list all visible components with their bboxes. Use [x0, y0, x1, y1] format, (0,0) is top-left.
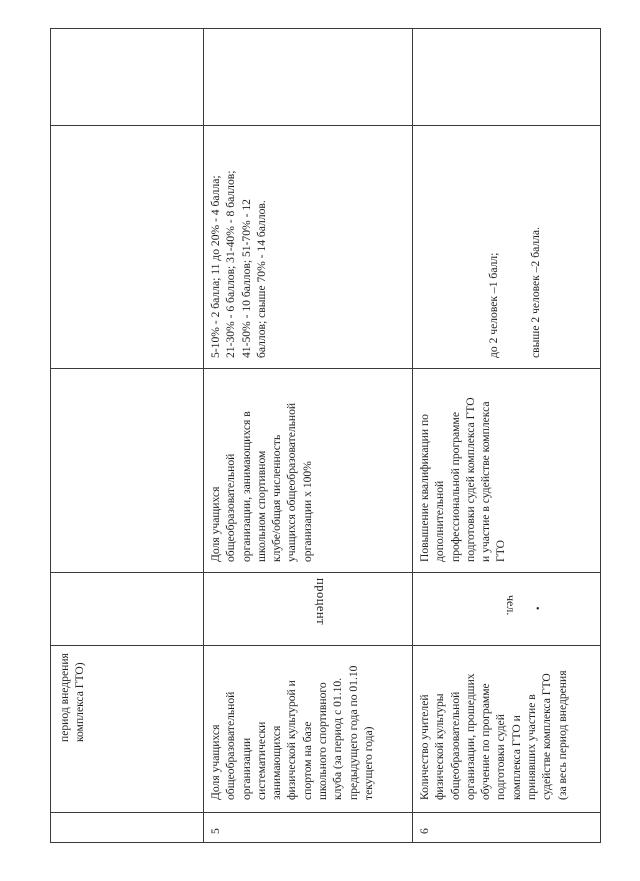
row-number-6: 6 — [418, 828, 431, 834]
table-border-right — [600, 28, 601, 843]
column-divider-formula — [50, 368, 601, 369]
continued-indicator-text: период внедрения комплекса ГТО) — [58, 653, 87, 742]
row5-scoring: 5-10% - 2 балла; 11 до 20% - 4 балла; 21-30% - 6 баллов; 31-40% - 8 баллов; 41-50% - 10 баллов; 51-70% - 12 баллов; свыше 70% - 14 баллов. — [209, 170, 268, 358]
row-number-5: 5 — [209, 828, 222, 834]
row5-indicator: Доля учащихся общеобразовательной организации систематически занимающихся физической культурой и спортом на базе школьного спортивного клуба (за период с 01.10. предыдущего года по 01.10 текущего года) — [209, 665, 375, 800]
row-divider-6 — [412, 28, 413, 843]
row-divider-5 — [203, 28, 204, 843]
column-divider-scoring — [50, 125, 601, 126]
row6-scoring: до 2 человек –1 балл; свыше 2 человек –2 балла. — [487, 227, 542, 358]
column-divider-unit — [50, 572, 601, 573]
row5-formula: Доля учащихся общеобразовательной организации, занимающихся в школьном спортивном клубе/общая численность учащихся общеобразовательной организации х 100% — [209, 402, 314, 562]
table-border-top — [50, 28, 601, 29]
scan-dot: • — [536, 604, 540, 615]
table-border-left — [50, 28, 51, 843]
table-border-bottom — [50, 842, 601, 843]
column-divider-indicator — [50, 645, 601, 646]
row6-indicator: Количество учителей физической культуры общеобразовательной организации, прошедших обучение по программе подготовки судей комплекса ГТО и принявших участие в судействе комплекса ГТО (за весь период внедрения — [418, 670, 569, 800]
row6-unit: чел. — [504, 595, 518, 616]
column-divider-number — [50, 812, 601, 813]
row6-formula: Повышение квалификации по дополнительной профессиональной программе подготовки судей комплекса ГТО и участие в судействе комплекса ГТО — [418, 397, 508, 562]
row5-unit: процент — [314, 578, 328, 626]
